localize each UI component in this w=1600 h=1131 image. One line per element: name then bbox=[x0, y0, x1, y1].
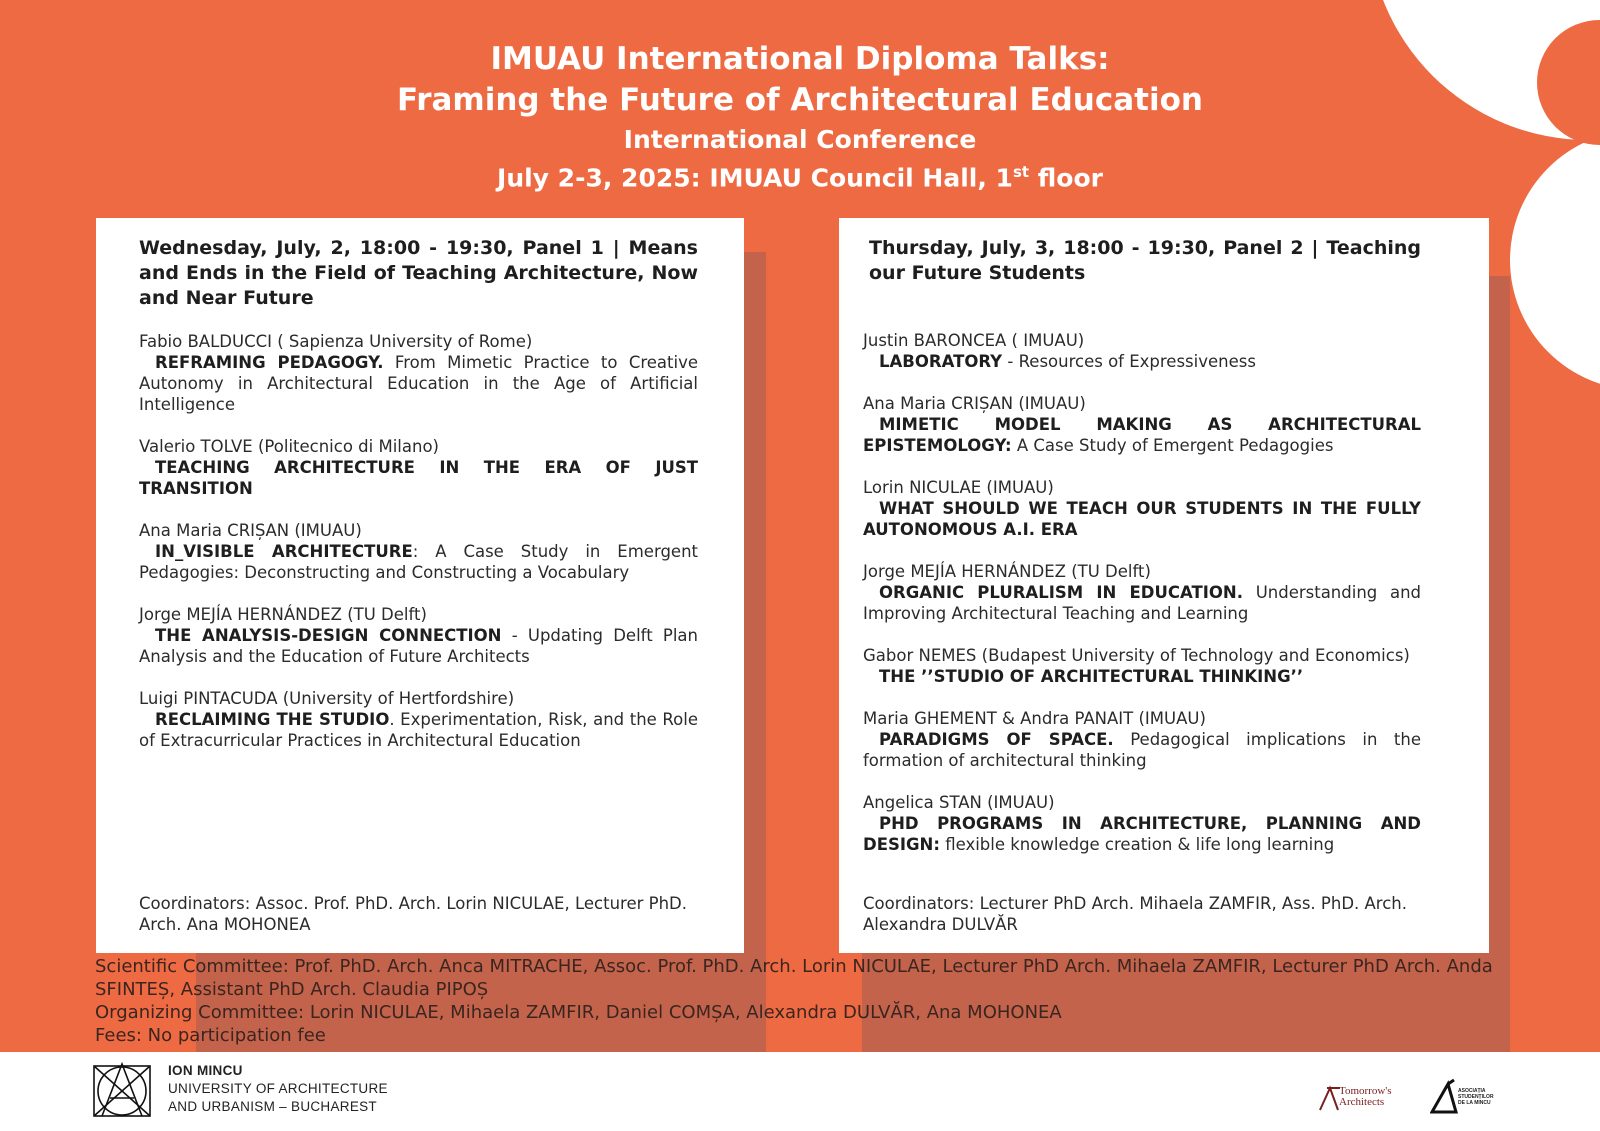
university-logo-icon bbox=[90, 1060, 154, 1120]
talk-title bbox=[863, 729, 1421, 771]
talk-speaker: Justin BARONCEA ( IMUAU) bbox=[863, 331, 1085, 350]
organizing-committee: Organizing Committee: Lorin NICULAE, Mihaela ZAMFIR, Daniel COMȘA, Alexandra DULVĂR, Ana MOHONEA bbox=[95, 1002, 1062, 1023]
talk-title bbox=[863, 813, 1421, 855]
talk-item bbox=[863, 645, 1421, 687]
talk-title-bold: THE ANALYSIS-DESIGN CONNECTION bbox=[155, 626, 502, 645]
talk-title-bold: WHAT SHOULD WE TEACH OUR STUDENTS IN THE FULLY AUTONOMOUS A.I. ERA bbox=[863, 499, 1421, 539]
talk-title bbox=[139, 457, 698, 499]
talk-title bbox=[863, 498, 1421, 540]
talk-speaker: Gabor NEMES (Budapest University of Technology and Economics) bbox=[863, 646, 1410, 665]
talk-title-rest: From Mimetic Practice to Creative Autonomy in Architectural Education in the Age of Artificial Intelligence bbox=[139, 353, 698, 414]
talk-item bbox=[139, 688, 698, 751]
talk-title bbox=[863, 414, 1421, 456]
panel-title: Thursday, July, 3, 18:00 - 19:30, Panel 2 | Teaching our Future Students bbox=[869, 237, 1421, 284]
university-name: ION MINCU UNIVERSITY OF ARCHITECTURE AND URBANISM – BUCHAREST bbox=[168, 1063, 388, 1114]
talk-speaker: Luigi PINTACUDA (University of Hertfordshire) bbox=[139, 689, 515, 708]
student-association-text: ASOCIAȚIA STUDENȚILOR DE LA MINCU bbox=[1458, 1088, 1494, 1106]
talk-title-rest: flexible knowledge creation & life long learning bbox=[939, 835, 1335, 854]
panel-title: Wednesday, July, 2, 18:00 - 19:30, Panel 1 | Means and Ends in the Field of Teaching Architecture, Now and Near Future bbox=[139, 237, 698, 309]
talk-title-bold: TEACHING ARCHITECTURE IN THE ERA OF JUST TRANSITION bbox=[139, 458, 698, 498]
event-title: IMUAU International Diploma Talks: bbox=[490, 41, 1110, 77]
talk-title-bold: RECLAIMING THE STUDIO bbox=[155, 710, 390, 729]
talk-title-rest: . Experimentation, Risk, and the Role of Extracurricular Practices in Architectural Education bbox=[139, 710, 698, 750]
coordinators: Coordinators: Lecturer PhD Arch. Mihaela ZAMFIR, Ass. PhD. Arch. Alexandra DULVĂR bbox=[863, 894, 1407, 934]
talk-speaker: Fabio BALDUCCI ( Sapienza University of Rome) bbox=[139, 332, 533, 351]
talk-speaker: Jorge MEJÍA HERNÁNDEZ (TU Delft) bbox=[139, 605, 427, 624]
talk-title bbox=[863, 582, 1421, 624]
talk-item bbox=[863, 393, 1421, 456]
talk-title-rest: Understanding and Improving Architectural Teaching and Learning bbox=[863, 583, 1422, 623]
coordinators: Coordinators: Assoc. Prof. PhD. Arch. Lorin NICULAE, Lecturer PhD. Arch. Ana MOHONEA bbox=[139, 894, 687, 934]
event-type: International Conference bbox=[623, 125, 977, 154]
talk-title bbox=[139, 541, 698, 583]
talk-item bbox=[863, 708, 1421, 771]
talk-speaker: Lorin NICULAE (IMUAU) bbox=[863, 478, 1054, 497]
talk-list bbox=[139, 331, 698, 751]
panel-2 bbox=[839, 218, 1489, 953]
talk-item bbox=[139, 331, 698, 415]
talk-title-bold: REFRAMING PEDAGOGY. bbox=[155, 353, 384, 372]
talk-title-bold: PHD PROGRAMS IN ARCHITECTURE, PLANNING AND DESIGN: bbox=[863, 814, 1421, 854]
talk-title-rest: Pedagogical implications in the formation of architectural thinking bbox=[863, 730, 1421, 770]
talk-title-bold: LABORATORY bbox=[879, 352, 1003, 371]
footer bbox=[0, 1052, 1600, 1131]
talk-item bbox=[139, 436, 698, 499]
talk-title-rest: A Case Study of Emergent Pedagogies bbox=[1011, 436, 1334, 455]
event-subtitle: Framing the Future of Architectural Education bbox=[397, 82, 1203, 118]
scientific-committee: Scientific Committee: Prof. PhD. Arch. Anca MITRACHE, Assoc. Prof. PhD. Arch. Lorin NICULAE, Lecturer PhD Arch. Mihaela ZAMFIR, Lecturer PhD Arch. Anda SFINTEȘ, Assistant PhD Arch. Claudia PIPOȘ bbox=[95, 956, 1493, 1000]
talk-title-bold: ORGANIC PLURALISM IN EDUCATION. bbox=[879, 583, 1243, 602]
talk-speaker: Maria GHEMENT & Andra PANAIT (IMUAU) bbox=[863, 709, 1206, 728]
talk-item bbox=[863, 330, 1421, 372]
talk-title-bold: IN_VISIBLE ARCHITECTURE bbox=[155, 542, 413, 561]
talk-item bbox=[863, 792, 1421, 855]
talk-speaker: Ana Maria CRIȘAN (IMUAU) bbox=[139, 521, 362, 540]
talk-title bbox=[863, 666, 1421, 687]
panel-1 bbox=[96, 218, 744, 953]
talk-title-rest: - Updating Delft Plan Analysis and the Education of Future Architects bbox=[139, 626, 698, 666]
talk-item bbox=[139, 604, 698, 667]
talk-title bbox=[139, 352, 698, 415]
header bbox=[0, 38, 1600, 194]
talk-speaker: Valerio TOLVE (Politecnico di Milano) bbox=[139, 437, 439, 456]
committees bbox=[95, 955, 1495, 1047]
talk-title bbox=[139, 625, 698, 667]
talk-title bbox=[863, 351, 1421, 372]
event-date-venue: July 2-3, 2025: IMUAU Council Hall, 1st floor bbox=[497, 163, 1103, 193]
talk-speaker: Angelica STAN (IMUAU) bbox=[863, 793, 1055, 812]
talk-item bbox=[863, 561, 1421, 624]
talk-title-bold: PARADIGMS OF SPACE. bbox=[879, 730, 1114, 749]
talk-item bbox=[139, 520, 698, 583]
fees: Fees: No participation fee bbox=[95, 1025, 326, 1046]
talk-title bbox=[139, 709, 698, 751]
talk-title-rest: - Resources of Expressiveness bbox=[1002, 352, 1256, 371]
talk-title-bold: THE ’’STUDIO OF ARCHITECTURAL THINKING’’ bbox=[879, 667, 1304, 686]
talk-speaker: Ana Maria CRIȘAN (IMUAU) bbox=[863, 394, 1086, 413]
tomorrows-architects-text: Tomorrow's Architects bbox=[1339, 1085, 1392, 1108]
talk-title-rest: : A Case Study in Emergent Pedagogies: Deconstructing and Constructing a Vocabulary bbox=[139, 542, 698, 582]
talk-title-bold: MIMETIC MODEL MAKING AS ARCHITECTURAL EPISTEMOLOGY: bbox=[863, 415, 1421, 455]
talk-list bbox=[863, 330, 1421, 855]
talk-speaker: Jorge MEJÍA HERNÁNDEZ (TU Delft) bbox=[863, 562, 1151, 581]
talk-item bbox=[863, 477, 1421, 540]
